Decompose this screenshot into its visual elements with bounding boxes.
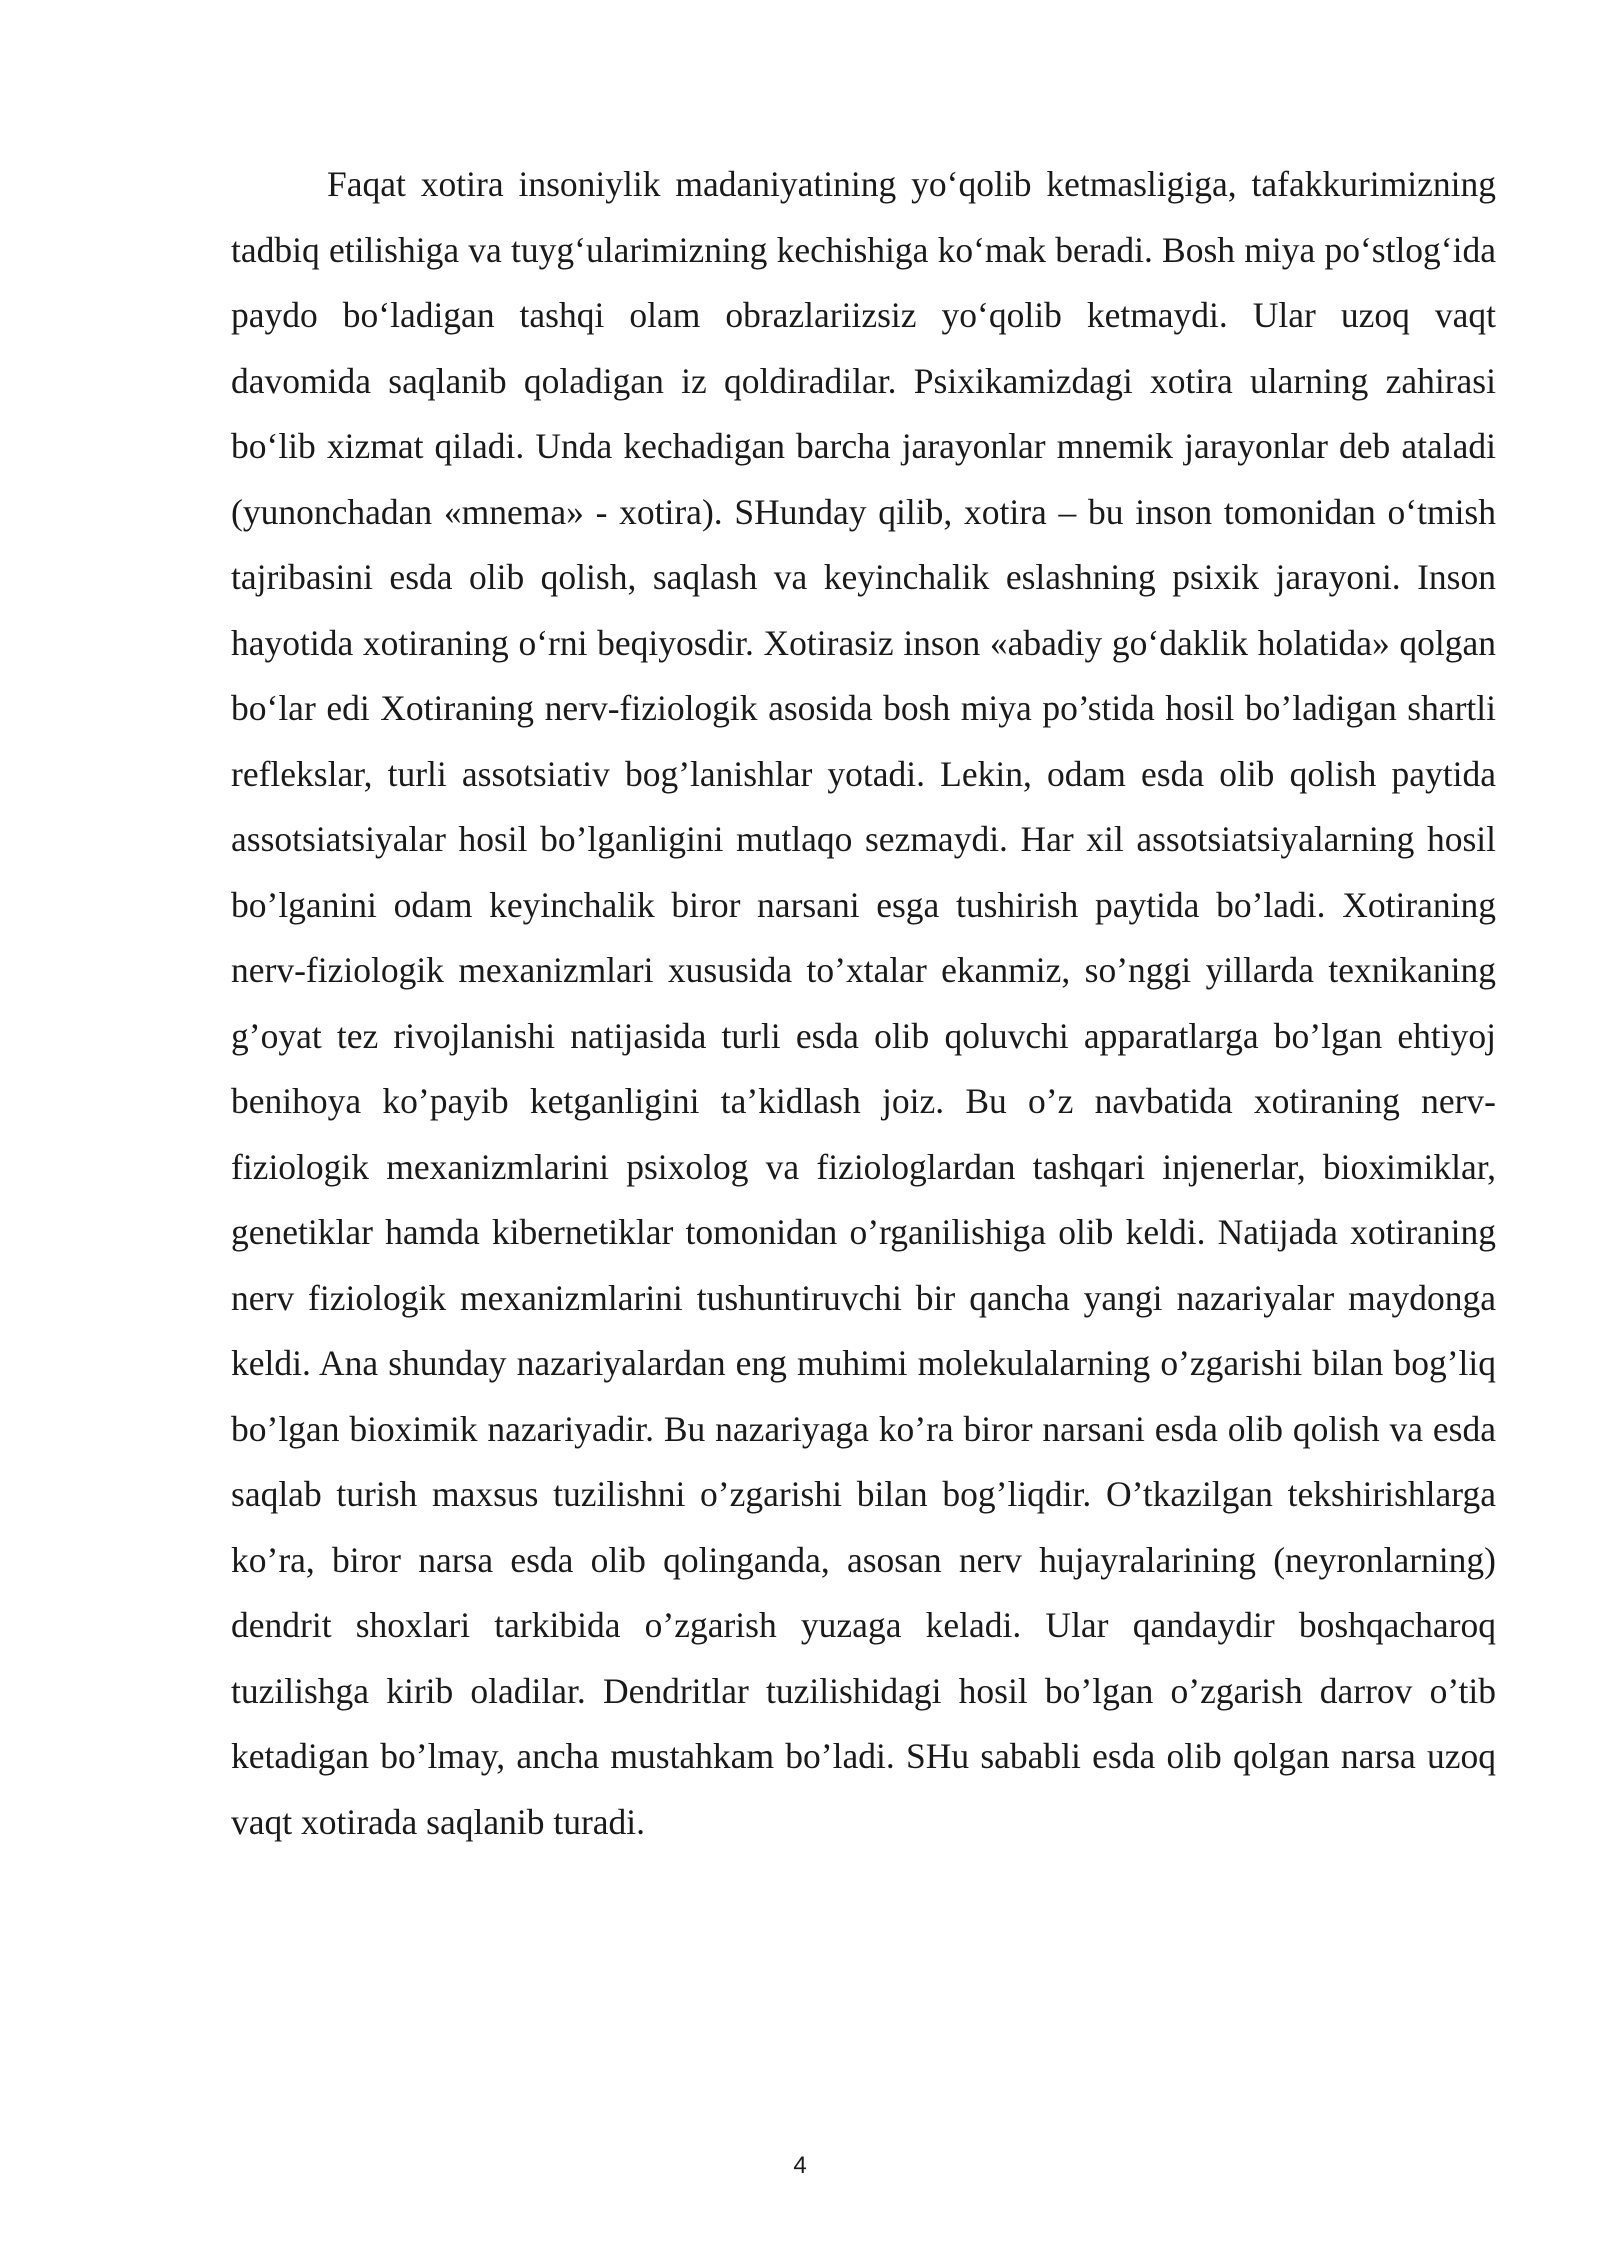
body-paragraph: Faqat xotira insoniylik madaniyatining yo‘qolib ketmasligiga, tafakkurimizning tadbiq etilishiga va tuyg‘ularimizning kechishiga ko‘mak beradi. Bosh miya po‘stlog‘ida paydo bo‘ladigan tashqi olam obrazlariizsiz yo‘qolib ketmaydi. Ular uzoq vaqt davomida saqlanib qoladigan iz qoldiradilar. Psixikamizdagi xotira ularning zahirasi bo‘lib xizmat qiladi. Unda kechadigan barcha jarayonlar mnemik jarayonlar deb ataladi (yunonchadan «mnema» - xotira). SHunday qilib, xotira – bu inson tomonidan o‘tmish tajribasini esda olib qolish, saqlash va keyinchalik eslashning psixik jarayoni. Inson hayotida xotiraning o‘rni beqiyosdir. Xotirasiz inson «abadiy go‘daklik holatida» qolgan bo‘lar edi Xotiraning nerv-fiziologik asosida bosh miya po’stida hosil bo’ladigan shartli reflekslar, turli assotsiativ bog’lanishlar yotadi. Lekin, odam esda olib qolish paytida assotsiatsiyalar hosil bo’lganligini mutlaqo sezmaydi. Har xil assotsiatsiyalarning hosil bo’lganini odam keyinchalik biror narsani esga tushirish paytida bo’ladi. Xotiraning nerv-fiziologik mexanizmlari xususida to’xtalar ekanmiz, so’nggi yillarda texnikaning g’oyat tez rivojlanishi natijasida turli esda olib qoluvchi apparatlarga bo’lgan ehtiyoj benihoya ko’payib ketganligini ta’kidlash joiz. Bu o’z navbatida xotiraning nerv-fiziologik mexanizmlarini psixolog va fiziologlardan tashqari injenerlar, bioximiklar, genetiklar hamda kibernetiklar tomonidan o’rganilishiga olib keldi. Natijada xotiraning nerv fiziologik mexanizmlarini tushuntiruvchi bir qancha yangi nazariyalar maydonga keldi. Ana shunday nazariyalardan eng muhimi molekulalarning o’zgarishi bilan bog’liq bo’lgan bioximik nazariyadir. Bu nazariyaga ko’ra biror narsani esda olib qolish va esda saqlab turish maxsus tuzilishni o’zgarishi bilan bog’liqdir. O’tkazilgan tekshirishlarga ko’ra, biror narsa esda olib qolinganda, asosan nerv hujayralarining (neyronlarning) dendrit shoxlari tarkibida o’zgarish yuzaga keladi. Ular qandaydir boshqacharoq tuzilishga kirib oladilar. Dendritlar tuzilishidagi hosil bo’lgan o’zgarish darrov o’tib ketadigan bo’lmay, ancha mustahkam bo’ladi. SHu sababli esda olib qolgan narsa uzoq vaqt xotirada saqlanib turadi.	[231, 164, 1496, 1842]
page-number: 4	[793, 2152, 807, 2179]
